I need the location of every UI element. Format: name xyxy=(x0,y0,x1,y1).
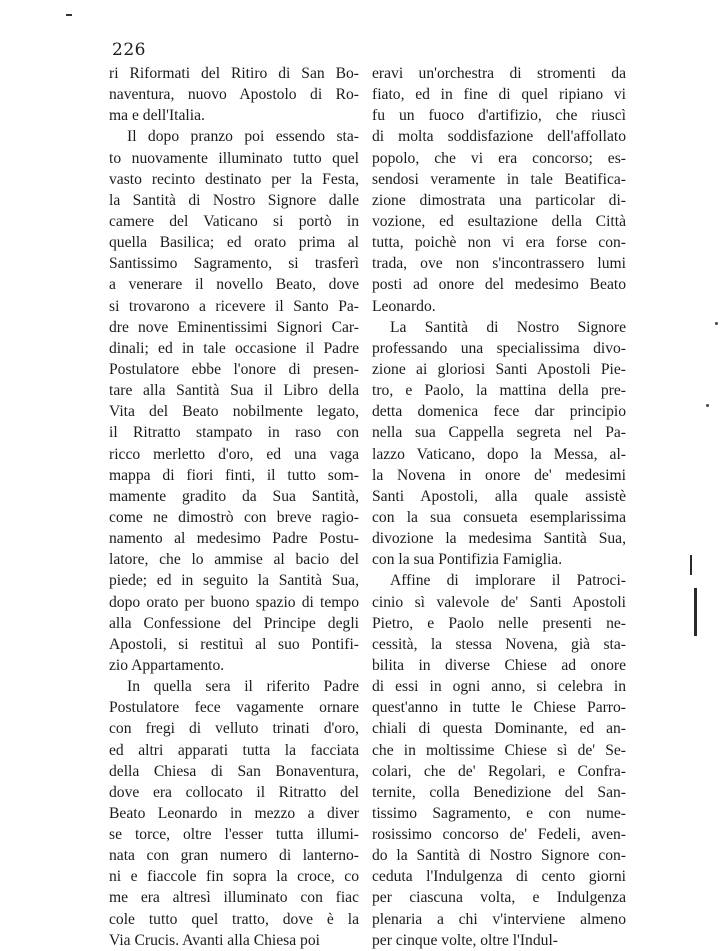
text-line: Leonardo. xyxy=(372,297,436,315)
text-line: lazzo Vaticano, dopo la Messa, al- xyxy=(372,445,626,463)
text-line: di essi in ogni anno, si celebra in xyxy=(372,678,626,696)
text-line: Beato Leonardo in mezzo a diver xyxy=(109,804,359,822)
scan-mark xyxy=(694,588,697,636)
text-line: nella sua Cappella segreta nel Pa- xyxy=(372,424,626,442)
text-line: professando una specialissima divo- xyxy=(372,339,626,357)
text-line: zione ai gloriosi Santi Apostoli Pie- xyxy=(372,360,626,378)
text-line: cole tutto quel tratto, dove è la xyxy=(109,910,359,928)
text-line: cessità, la stessa Novena, già sta- xyxy=(372,635,626,653)
text-line: rosissimo concorso de' Fedeli, aven- xyxy=(372,826,626,844)
text-line: della Chiesa di San Bonaventura, xyxy=(109,762,359,780)
text-line: posti ad onore del medesimo Beato xyxy=(372,276,626,294)
text-line: dre nove Eminentissimi Signori Car- xyxy=(109,318,359,336)
text-line: dinali; ed in tale occasione il Padre xyxy=(109,339,359,357)
text-line: di molta soddisfazione dell'affollato xyxy=(372,128,626,146)
text-line: dove era collocato il Ritratto del xyxy=(109,783,359,801)
text-line: alla Confessione del Principe degli xyxy=(109,614,359,632)
page-number: 226 xyxy=(112,40,146,60)
text-line: Postulatore ebbe l'onore di presen- xyxy=(109,360,359,378)
text-line: sendosi veramente in tale Beatifica- xyxy=(372,170,626,188)
text-line: eravi un'orchestra di stromenti da xyxy=(372,65,626,82)
right-text-column xyxy=(372,63,626,951)
text-line: quest'anno in tutte le Chiese Parro- xyxy=(372,699,626,717)
text-line: plenaria a chi v'interviene almeno xyxy=(372,910,626,928)
text-line: detta domenica fece dar principio xyxy=(372,403,626,421)
text-line: zione dimostrata una particolar di- xyxy=(372,191,626,209)
text-line: La Santità di Nostro Signore xyxy=(390,318,626,336)
text-line: bilita in diverse Chiese ad onore xyxy=(372,656,626,674)
text-line: che in moltissime Chiese sì de' Se- xyxy=(372,741,626,759)
text-line: vozione, ed esultazione della Città xyxy=(372,212,626,230)
text-line: si trovarono a ricevere il Santo Pa- xyxy=(109,297,359,315)
text-line: Postulatore fece vagamente ornare xyxy=(109,699,359,717)
text-line: il Ritratto stampato in raso con xyxy=(109,424,359,442)
text-line: a venerare il novello Beato, dove xyxy=(109,276,359,294)
text-line: ri Riformati del Ritiro di San Bo- xyxy=(109,65,359,82)
text-line: cinio sì valevole de' Santi Apostoli xyxy=(372,593,626,611)
text-line: tissimo Sagramento, e con nume- xyxy=(372,804,626,822)
text-line: per cinque volte, oltre l'Indul- xyxy=(372,931,558,949)
text-line: Apostoli, si restituì al suo Pontifi- xyxy=(109,635,359,653)
text-line: la Santità di Nostro Signore dalle xyxy=(109,191,359,209)
text-line: zio Appartamento. xyxy=(109,656,225,674)
text-line: tutta, poichè non vi era forse con- xyxy=(372,234,626,252)
text-line: mamente gradito da Sua Santità, xyxy=(109,487,359,505)
text-line: vasto recinto destinato per la Festa, xyxy=(109,170,359,188)
text-line: tro, e Paolo, la mattina della pre- xyxy=(372,382,626,400)
text-line: la Novena in onore de' medesimi xyxy=(372,466,626,484)
text-line: Il dopo pranzo poi essendo sta- xyxy=(127,128,359,146)
text-line: fu un fuoco d'artifizio, che riuscì xyxy=(372,107,626,125)
text-line: quella Basilica; ed orato prima al xyxy=(109,234,359,252)
text-line: tare alla Santità Sua il Libro della xyxy=(109,382,359,400)
text-line: ed altri apparati tutta la facciata xyxy=(109,741,359,759)
text-line: Vita del Beato nobilmente legato, xyxy=(109,403,359,421)
text-line: dopo orato per buono spazio di tempo xyxy=(109,593,359,611)
text-line: Pietro, e Paolo nelle presenti ne- xyxy=(372,614,626,632)
text-line: ceduta l'Indulgenza di cento giorni xyxy=(372,868,626,886)
text-line: divozione la medesima Santità Sua, xyxy=(372,530,626,548)
text-line: Santissimo Sagramento, si trasferì xyxy=(109,255,359,273)
text-line: colari, che de' Regolari, e Confra- xyxy=(372,762,626,780)
text-line: Affine di implorare il Patroci- xyxy=(390,572,626,590)
scan-mark xyxy=(66,14,72,16)
scan-mark xyxy=(706,404,709,407)
text-line: Via Crucis. Avanti alla Chiesa poi xyxy=(109,931,320,949)
text-line: me era altresì illuminato con fiac xyxy=(109,889,359,907)
text-line: trada, ove non s'incontrassero lumi xyxy=(372,255,626,273)
scan-mark xyxy=(715,322,718,325)
text-line: latore, che lo ammise al bacio del xyxy=(109,551,359,569)
text-line: camere del Vaticano si portò in xyxy=(109,212,359,230)
text-line: mappa di fiori finti, il tutto som- xyxy=(109,466,359,484)
scan-mark xyxy=(690,555,692,575)
text-line: naventura, nuovo Apostolo di Ro- xyxy=(109,86,359,104)
text-line: con la sua Pontifizia Famiglia. xyxy=(372,551,563,569)
text-line: per ciascuna volta, e Indulgenza xyxy=(372,889,626,907)
text-line: In quella sera il riferito Padre xyxy=(127,678,359,696)
text-line: chiali di questa Dominante, ed an- xyxy=(372,720,626,738)
text-line: con fregi di velluto trinati d'oro, xyxy=(109,720,359,738)
text-line: namento al medesimo Padre Postu- xyxy=(109,530,359,548)
text-line: do la Santità di Nostro Signore con- xyxy=(372,847,626,865)
text-line: con la sua consueta esemplarissima xyxy=(372,508,626,526)
text-line: ni e fiaccole fin sopra la croce, co xyxy=(109,868,359,886)
text-line: ricco merletto d'oro, ed una vaga xyxy=(109,445,359,463)
text-line: ternite, colla Benedizione del San- xyxy=(372,783,626,801)
left-text-column xyxy=(109,63,359,951)
text-line: nata con gran numero di lanterno- xyxy=(109,847,359,865)
text-line: ma e dell'Italia. xyxy=(109,107,205,125)
text-line: se torce, oltre l'esser tutta illumi- xyxy=(109,826,359,844)
text-line: Santi Apostoli, alla quale assistè xyxy=(372,487,626,505)
text-line: to nuovamente illuminato tutto quel xyxy=(109,149,359,167)
text-line: popolo, che vi era concorso; es- xyxy=(372,149,626,167)
text-line: come ne dimostrò con breve ragio- xyxy=(109,508,359,526)
text-line: fiato, ed in fine di quel ripiano vi xyxy=(372,86,626,104)
text-line: piede; ed in seguito la Santità Sua, xyxy=(109,572,359,590)
